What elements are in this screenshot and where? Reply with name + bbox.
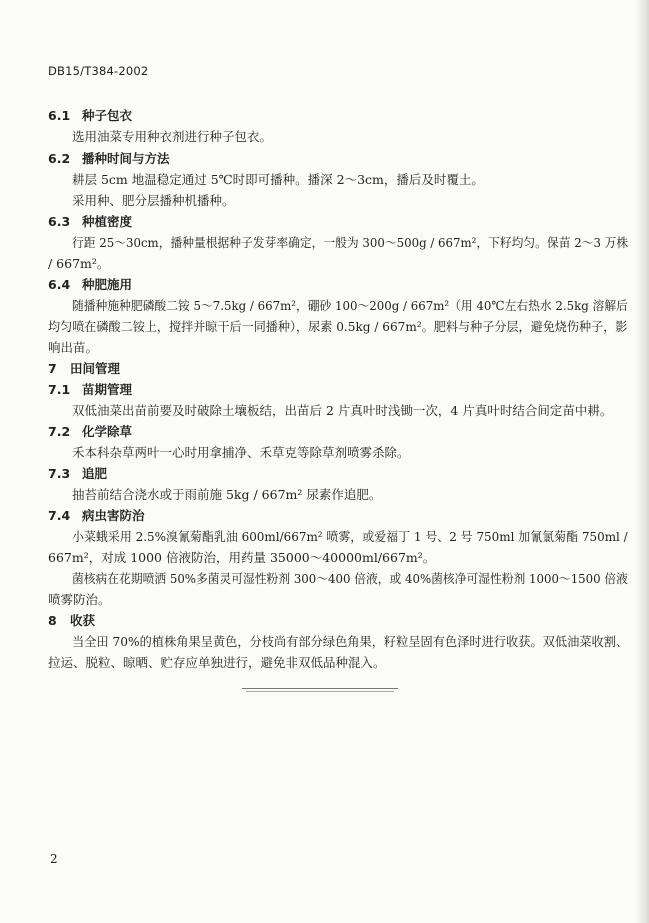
- section-number: 7.1: [48, 382, 71, 397]
- section-7-4-text-4: 喷雾防治。: [48, 592, 111, 607]
- section-number: 6.2: [48, 151, 71, 166]
- section-title: 追肥: [82, 466, 108, 481]
- section-6-4-text-1: 随播种施种肥磷酸二铵 5～7.5kg / 667m²，硼砂 100～200g / 667m²（用 40℃左右热水 2.5kg 溶解后: [72, 298, 628, 313]
- section-title: 病虫害防治: [82, 508, 145, 523]
- page-edge-shadow: [635, 0, 649, 923]
- section-7-1-text: 双低油菜出苗前要及时破除土壤板结，出苗后 2 片真叶时浅锄一次，4 片真叶时结合间定苗中耕。: [72, 403, 613, 418]
- section-number: 7.3: [48, 466, 71, 481]
- standard-code: DB15/T384-2002: [48, 64, 149, 78]
- section-6-3-text-2: / 667m²。: [48, 256, 110, 271]
- section-number: 7.4: [48, 508, 71, 523]
- section-8-heading: [48, 613, 95, 629]
- page-number: 2: [50, 852, 58, 866]
- section-6-3-heading: [48, 214, 132, 230]
- section-7-3-text: 抽苔前结合浇水或于雨前施 5kg / 667m² 尿素作追肥。: [72, 487, 382, 502]
- section-number: 8: [48, 613, 57, 628]
- section-title: 种植密度: [82, 214, 133, 229]
- section-8-text-1: 当全田 70%的植株角果呈黄色，分枝尚有部分绿色角果，籽粒呈固有色泽时进行收获。双低油菜收割、: [72, 634, 629, 649]
- section-7-4-text-2: 667m²，对成 1000 倍液防治，用药量 35000～40000ml/667m²。: [48, 550, 436, 565]
- section-7-heading: [48, 361, 120, 377]
- section-8-text-2: 拉运、脱粒、晾晒、贮存应单独进行，避免非双低品种混入。: [48, 655, 386, 670]
- section-7-2-text: 禾本科杂草两叶一心时用拿捕净、禾草克等除草剂喷雾杀除。: [72, 445, 410, 460]
- section-7-4-heading: [48, 508, 145, 524]
- section-title: 种肥施用: [82, 277, 133, 292]
- section-title: 化学除草: [82, 424, 133, 439]
- section-title: 播种时间与方法: [82, 151, 170, 166]
- section-6-4-text-2: 均匀喷在磷酸二铵上，搅拌并晾干后一同播种），尿素 0.5kg / 667m²。肥料与种子分层，避免烧伤种子，影: [48, 319, 628, 334]
- section-6-2-text-2: 采用种、肥分层播种机播种。: [72, 193, 235, 208]
- section-number: 6.1: [48, 108, 71, 123]
- section-6-1-heading: [48, 108, 132, 124]
- section-number: 6.3: [48, 214, 71, 229]
- section-number: 7.2: [48, 424, 71, 439]
- section-6-2-text-1: 耕层 5cm 地温稳定通过 5℃时即可播种。播深 2～3cm，播后及时覆土。: [72, 172, 484, 187]
- section-6-2-heading: [48, 151, 170, 167]
- end-divider: [242, 688, 398, 689]
- section-7-4-text-3: 菌核病在花期喷洒 50%多菌灵可湿性粉剂 300～400 倍液，或 40%菌核净可湿性粉剂 1000～1500 倍液: [72, 571, 628, 586]
- section-6-3-text-1: 行距 25～30cm，播种量根据种子发芽率确定，一般为 300～500g / 667m²，下籽均匀。保苗 2～3 万株: [72, 235, 629, 250]
- section-number: 6.4: [48, 277, 71, 292]
- section-6-1-text: 选用油菜专用种衣剂进行种子包衣。: [72, 129, 273, 144]
- section-title: 收获: [70, 613, 96, 628]
- section-number: 7: [48, 361, 57, 376]
- section-6-4-heading: [48, 277, 132, 293]
- section-6-4-text-3: 响出苗。: [48, 340, 99, 355]
- section-7-4-text-1: 小菜蛾采用 2.5%溴氰菊酯乳油 600ml/667m² 喷雾，或爱福丁 1 号、2 号 750ml 加氰氯菊酯 750ml /: [72, 529, 628, 544]
- section-title: 种子包衣: [82, 108, 133, 123]
- section-title: 苗期管理: [82, 382, 133, 397]
- section-title: 田间管理: [70, 361, 121, 376]
- section-7-3-heading: [48, 466, 107, 482]
- end-divider-secondary: [246, 691, 394, 692]
- section-7-2-heading: [48, 424, 132, 440]
- section-7-1-heading: [48, 382, 132, 398]
